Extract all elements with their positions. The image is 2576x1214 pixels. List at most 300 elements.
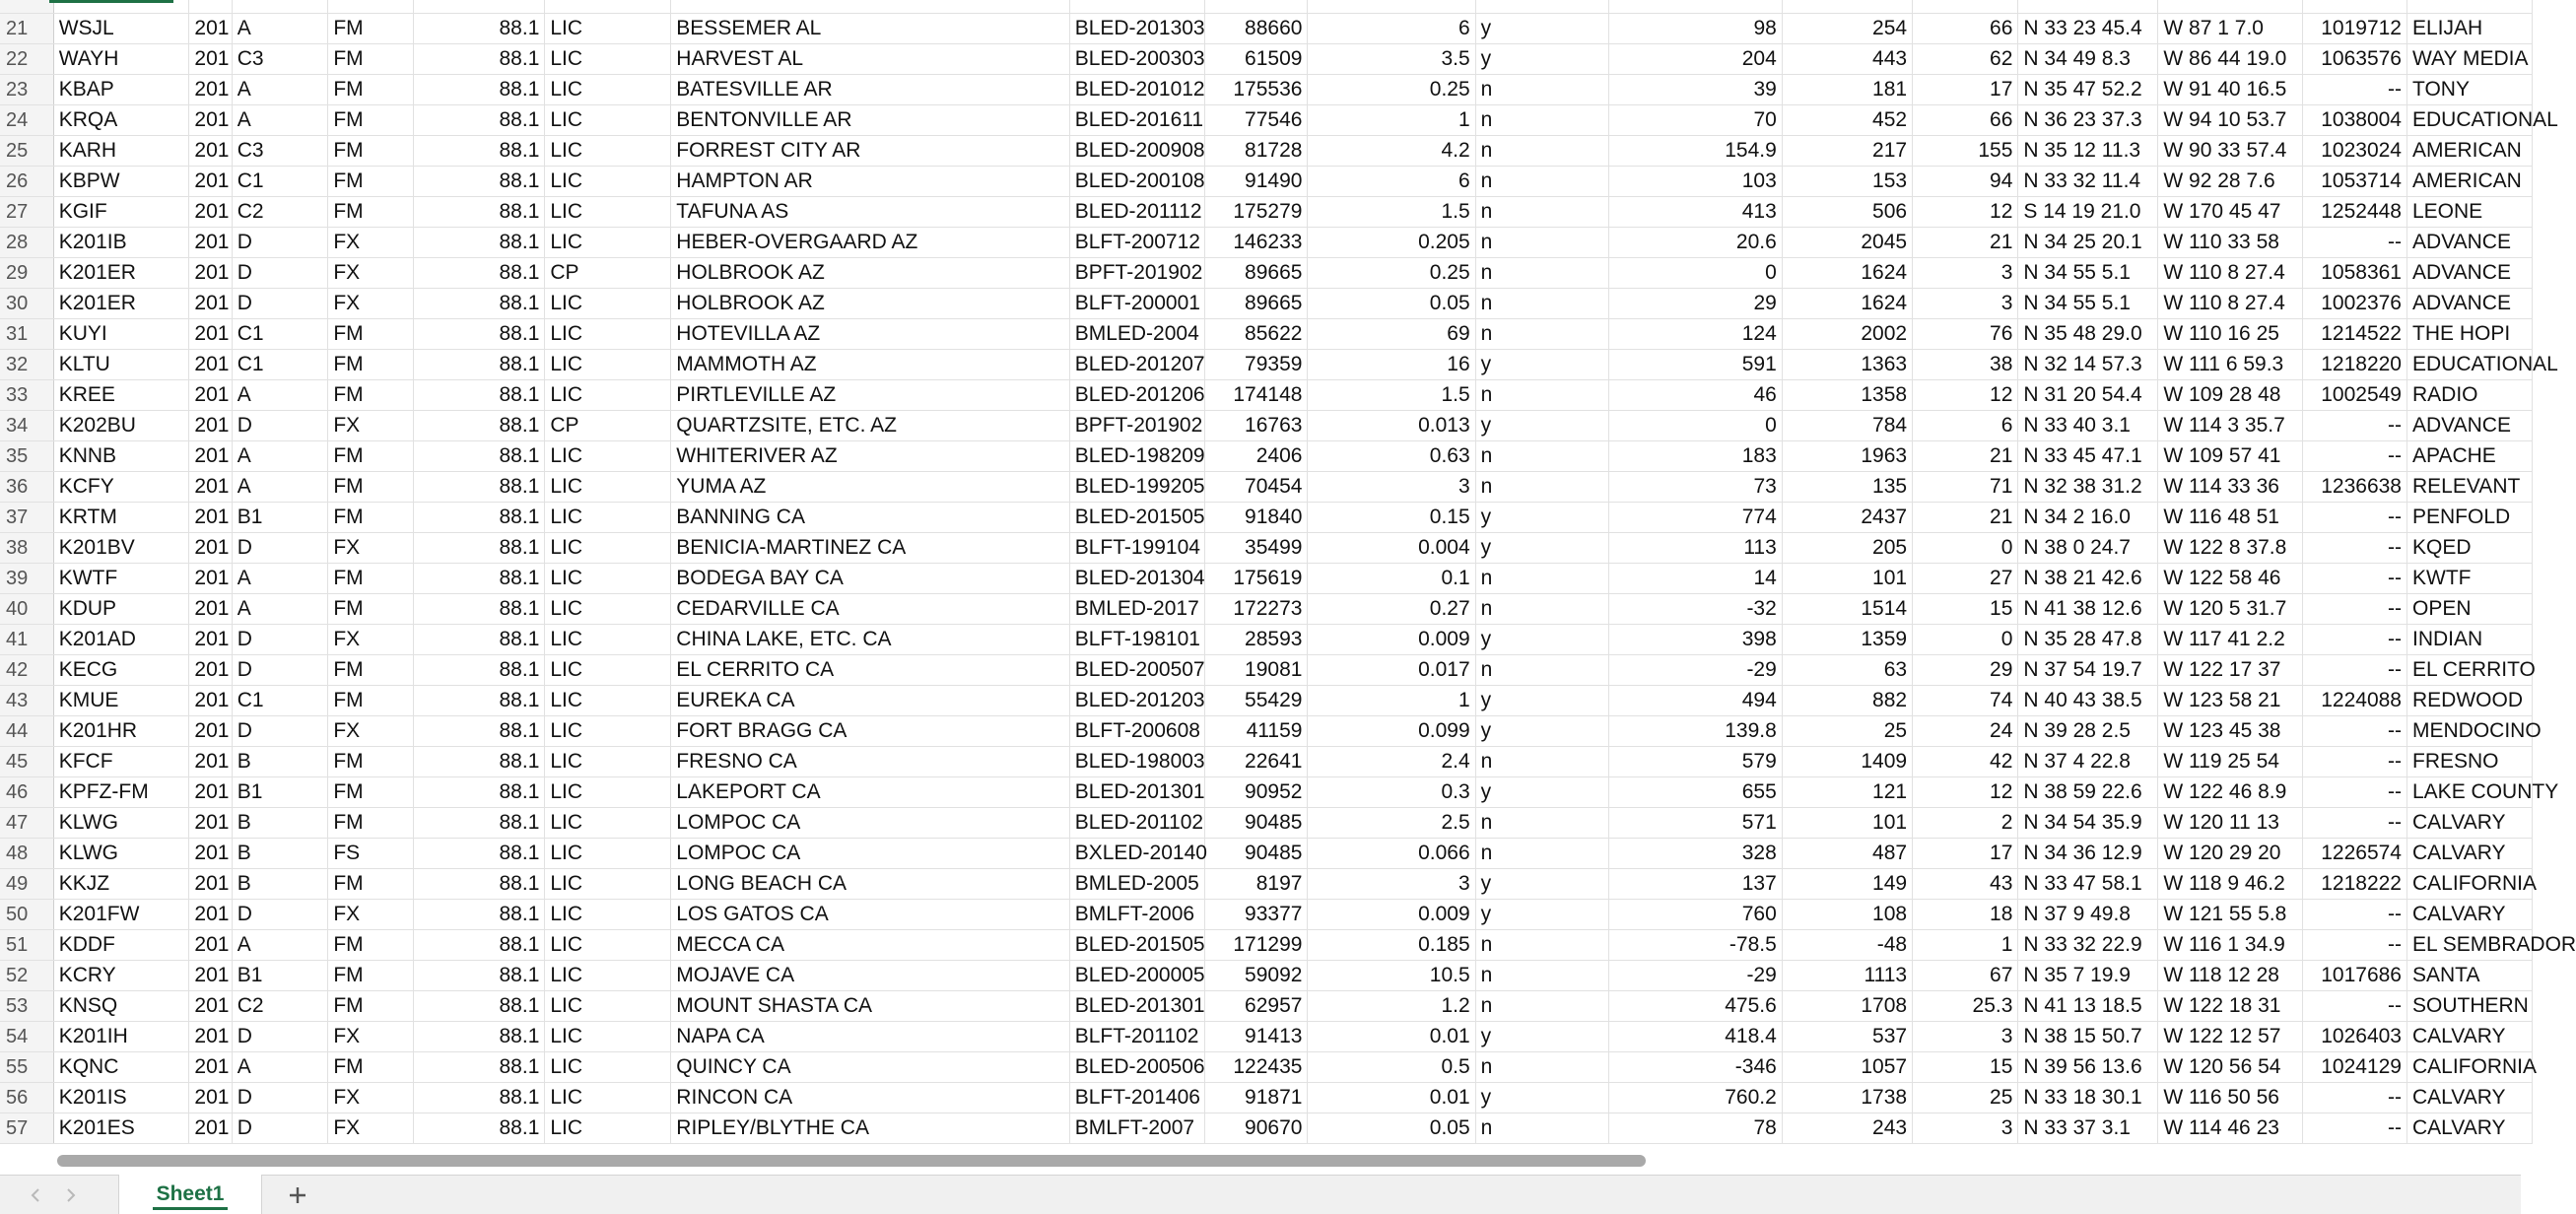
cell[interactable]: 201 (189, 1021, 232, 1051)
cell[interactable]: 201 (189, 807, 232, 838)
cell[interactable]: 201 (189, 74, 232, 104)
cell[interactable]: EL CERRITO (2407, 654, 2533, 685)
cell[interactable]: 88.1 (414, 1113, 545, 1143)
cell[interactable]: N 38 21 42.6 (2018, 563, 2158, 593)
cell[interactable]: 2406 (1205, 440, 1308, 471)
cell[interactable]: 201 (189, 746, 232, 776)
cell[interactable]: 579 (1609, 746, 1783, 776)
row-header[interactable]: 36 (0, 471, 53, 502)
cell[interactable]: SOUTHERN (2407, 990, 2533, 1021)
row-header[interactable]: 27 (0, 196, 53, 227)
cell[interactable]: N 31 20 54.4 (2018, 379, 2158, 410)
cell[interactable]: WSJL (53, 13, 189, 43)
cell[interactable]: BLED-201112 (1069, 196, 1205, 227)
cell[interactable]: 88.1 (414, 135, 545, 166)
cell[interactable]: PIRTLEVILLE AZ (671, 379, 1069, 410)
cell[interactable]: y (1475, 1082, 1609, 1113)
row-header[interactable]: 54 (0, 1021, 53, 1051)
cell[interactable]: N 33 23 45.4 (2018, 13, 2158, 43)
cell[interactable]: 1624 (1782, 257, 1912, 288)
cell[interactable]: 88.1 (414, 440, 545, 471)
cell[interactable]: 88.1 (414, 929, 545, 960)
cell[interactable]: 88.1 (414, 196, 545, 227)
cell[interactable]: FX (328, 227, 414, 257)
cell[interactable]: KRTM (53, 502, 189, 532)
cell[interactable]: ADVANCE (2407, 227, 2533, 257)
cell[interactable]: SANTA (2407, 960, 2533, 990)
cell[interactable]: n (1475, 960, 1609, 990)
cell[interactable]: AMERICAN (2407, 135, 2533, 166)
row-header[interactable]: 23 (0, 74, 53, 104)
cell[interactable]: LIC (545, 318, 671, 349)
cell[interactable]: 74 (1913, 685, 2018, 715)
cell[interactable]: n (1475, 288, 1609, 318)
cell[interactable]: -- (2302, 74, 2407, 104)
cell[interactable]: 171299 (1205, 929, 1308, 960)
cell[interactable]: K201BV (53, 532, 189, 563)
cell[interactable]: W 119 25 54 (2158, 746, 2302, 776)
cell[interactable]: LIC (545, 868, 671, 899)
row-header[interactable]: 25 (0, 135, 53, 166)
cell[interactable]: LIC (545, 1051, 671, 1082)
cell[interactable]: FM (328, 13, 414, 43)
cell[interactable]: y (1475, 899, 1609, 929)
cell[interactable]: LIC (545, 1021, 671, 1051)
cell[interactable]: K201ER (53, 288, 189, 318)
cell[interactable]: N 41 38 12.6 (2018, 593, 2158, 624)
cell[interactable]: 1053714 (2302, 166, 2407, 196)
cell[interactable]: BMLED-2017 (1069, 593, 1205, 624)
cell[interactable]: y (1475, 1021, 1609, 1051)
cell[interactable]: FM (328, 807, 414, 838)
cell[interactable]: 1363 (1782, 349, 1912, 379)
cell[interactable]: 27 (1913, 563, 2018, 593)
cell[interactable]: n (1475, 196, 1609, 227)
cell[interactable]: 88.1 (414, 990, 545, 1021)
cell[interactable]: FRESNO CA (671, 746, 1069, 776)
cell[interactable]: BLED-201611 (1069, 104, 1205, 135)
cell[interactable]: BODEGA BAY CA (671, 563, 1069, 593)
cell[interactable]: BMLED-2004 (1069, 318, 1205, 349)
cell[interactable]: 103 (1609, 166, 1783, 196)
cell[interactable]: 201 (189, 1051, 232, 1082)
cell[interactable]: BLFT-200001 (1069, 288, 1205, 318)
cell[interactable]: FX (328, 1021, 414, 1051)
cell[interactable]: TAFUNA AS (671, 196, 1069, 227)
cell[interactable]: FM (328, 349, 414, 379)
cell[interactable]: KBPW (53, 166, 189, 196)
cell[interactable]: 88.1 (414, 318, 545, 349)
cell[interactable]: 22641 (1205, 746, 1308, 776)
cell[interactable]: FM (328, 868, 414, 899)
cell[interactable]: 201 (189, 776, 232, 807)
cell[interactable]: 0.27 (1308, 593, 1475, 624)
cell[interactable]: 201 (189, 196, 232, 227)
cell[interactable]: 94 (1913, 166, 2018, 196)
cell[interactable]: W 94 10 53.7 (2158, 104, 2302, 135)
cell[interactable]: CALVARY (2407, 838, 2533, 868)
row-header[interactable]: 29 (0, 257, 53, 288)
cell[interactable]: KREE (53, 379, 189, 410)
cell[interactable]: D (232, 1113, 328, 1143)
cell[interactable]: CEDARVILLE CA (671, 593, 1069, 624)
cell[interactable]: 398 (1609, 624, 1783, 654)
cell[interactable]: C1 (232, 349, 328, 379)
cell[interactable]: B (232, 838, 328, 868)
cell[interactable]: MECCA CA (671, 929, 1069, 960)
cell[interactable]: KQED (2407, 532, 2533, 563)
cell[interactable]: S 14 19 21.0 (2018, 196, 2158, 227)
row-header[interactable]: 22 (0, 43, 53, 74)
cell[interactable]: 201 (189, 288, 232, 318)
cell[interactable]: 78 (1609, 1113, 1783, 1143)
cell[interactable]: YUMA AZ (671, 471, 1069, 502)
row-header[interactable]: 28 (0, 227, 53, 257)
cell[interactable]: y (1475, 43, 1609, 74)
cell[interactable]: 88.1 (414, 838, 545, 868)
cell[interactable]: N 34 2 16.0 (2018, 502, 2158, 532)
cell[interactable]: HOTEVILLA AZ (671, 318, 1069, 349)
cell[interactable]: 0.004 (1308, 532, 1475, 563)
cell[interactable]: 6 (1308, 13, 1475, 43)
cell[interactable]: K201ES (53, 1113, 189, 1143)
cell[interactable]: MENDOCINO (2407, 715, 2533, 746)
cell[interactable]: A (232, 104, 328, 135)
cell[interactable]: 98 (1609, 13, 1783, 43)
cell[interactable]: W 118 9 46.2 (2158, 868, 2302, 899)
cell[interactable]: 88.1 (414, 960, 545, 990)
cell[interactable]: FORT BRAGG CA (671, 715, 1069, 746)
cell[interactable]: C3 (232, 135, 328, 166)
cell[interactable]: N 33 32 11.4 (2018, 166, 2158, 196)
cell[interactable]: BLED-201203 (1069, 685, 1205, 715)
cell[interactable]: CALVARY (2407, 1021, 2533, 1051)
cell[interactable]: 1218220 (2302, 349, 2407, 379)
cell[interactable]: 882 (1782, 685, 1912, 715)
cell[interactable]: y (1475, 868, 1609, 899)
cell[interactable]: A (232, 593, 328, 624)
cell[interactable]: ELIJAH (2407, 13, 2533, 43)
cell[interactable]: 1 (1913, 929, 2018, 960)
cell[interactable]: 1738 (1782, 1082, 1912, 1113)
cell[interactable]: 201 (189, 166, 232, 196)
cell[interactable]: 1038004 (2302, 104, 2407, 135)
cell[interactable]: W 120 5 31.7 (2158, 593, 2302, 624)
cell[interactable]: 38 (1913, 349, 2018, 379)
cell[interactable]: BLFT-200608 (1069, 715, 1205, 746)
cell[interactable]: -29 (1609, 654, 1783, 685)
cell[interactable]: 12 (1913, 379, 2018, 410)
cell[interactable]: 0.017 (1308, 654, 1475, 685)
cell[interactable]: CHINA LAKE, ETC. CA (671, 624, 1069, 654)
cell[interactable]: LIC (545, 624, 671, 654)
row-header[interactable]: 45 (0, 746, 53, 776)
cell[interactable]: KDDF (53, 929, 189, 960)
cell[interactable]: n (1475, 257, 1609, 288)
row-header[interactable]: 35 (0, 440, 53, 471)
cell[interactable]: 146233 (1205, 227, 1308, 257)
row-header[interactable]: 49 (0, 868, 53, 899)
cell[interactable]: 0.05 (1308, 288, 1475, 318)
cell[interactable]: -32 (1609, 593, 1783, 624)
cell[interactable]: 42 (1913, 746, 2018, 776)
cell[interactable]: BLED-201301 (1069, 776, 1205, 807)
cell[interactable]: 88.1 (414, 746, 545, 776)
cell[interactable]: N 41 13 18.5 (2018, 990, 2158, 1021)
cell[interactable]: 201 (189, 471, 232, 502)
row-header[interactable]: 38 (0, 532, 53, 563)
cell[interactable]: 2.5 (1308, 807, 1475, 838)
cell[interactable]: BANNING CA (671, 502, 1069, 532)
cell[interactable]: LOMPOC CA (671, 838, 1069, 868)
cell[interactable]: D (232, 288, 328, 318)
cell[interactable]: FM (328, 776, 414, 807)
cell[interactable]: HOLBROOK AZ (671, 257, 1069, 288)
cell[interactable]: RIPLEY/BLYTHE CA (671, 1113, 1069, 1143)
cell[interactable]: BLED-201505 (1069, 502, 1205, 532)
cell[interactable]: -346 (1609, 1051, 1783, 1082)
cell[interactable]: N 35 7 19.9 (2018, 960, 2158, 990)
cell[interactable]: ADVANCE (2407, 257, 2533, 288)
cell[interactable]: W 122 12 57 (2158, 1021, 2302, 1051)
cell[interactable]: KCRY (53, 960, 189, 990)
cell[interactable]: W 110 33 58 (2158, 227, 2302, 257)
cell[interactable]: W 114 3 35.7 (2158, 410, 2302, 440)
cell[interactable]: y (1475, 410, 1609, 440)
cell[interactable]: LIC (545, 440, 671, 471)
row-header[interactable]: 26 (0, 166, 53, 196)
horizontal-scrollbar[interactable] (57, 1155, 1646, 1167)
cell[interactable]: QUARTZSITE, ETC. AZ (671, 410, 1069, 440)
cell[interactable]: 1002549 (2302, 379, 2407, 410)
cell[interactable]: 91871 (1205, 1082, 1308, 1113)
cell[interactable]: 10.5 (1308, 960, 1475, 990)
chevron-left-icon[interactable] (24, 1183, 47, 1207)
cell[interactable]: 1.5 (1308, 196, 1475, 227)
cell[interactable]: n (1475, 166, 1609, 196)
cell[interactable]: 1708 (1782, 990, 1912, 1021)
cell[interactable]: 101 (1782, 807, 1912, 838)
cell[interactable]: 89665 (1205, 288, 1308, 318)
cell[interactable]: BLED-199205 (1069, 471, 1205, 502)
cell[interactable]: 88.1 (414, 1051, 545, 1082)
cell[interactable]: LAKE COUNTY (2407, 776, 2533, 807)
cell[interactable]: N 33 32 22.9 (2018, 929, 2158, 960)
cell[interactable]: 17 (1913, 838, 2018, 868)
cell[interactable]: N 33 18 30.1 (2018, 1082, 2158, 1113)
cell[interactable]: 21 (1913, 440, 2018, 471)
cell[interactable]: W 123 58 21 (2158, 685, 2302, 715)
cell[interactable]: ADVANCE (2407, 410, 2533, 440)
cell[interactable]: 0.1 (1308, 563, 1475, 593)
cell[interactable]: KMUE (53, 685, 189, 715)
cell[interactable]: 201 (189, 349, 232, 379)
add-sheet-button[interactable] (284, 1181, 311, 1209)
cell[interactable]: -- (2302, 746, 2407, 776)
cell[interactable]: y (1475, 349, 1609, 379)
cell[interactable]: 1358 (1782, 379, 1912, 410)
cell[interactable]: y (1475, 685, 1609, 715)
cell[interactable]: 88.1 (414, 1021, 545, 1051)
cell[interactable]: N 37 4 22.8 (2018, 746, 2158, 776)
cell[interactable]: y (1475, 13, 1609, 43)
cell[interactable]: y (1475, 776, 1609, 807)
row-header[interactable]: 31 (0, 318, 53, 349)
cell[interactable]: -- (2302, 1082, 2407, 1113)
cell[interactable]: LIC (545, 166, 671, 196)
row-header[interactable]: 24 (0, 104, 53, 135)
cell[interactable]: 452 (1782, 104, 1912, 135)
cell[interactable]: 124 (1609, 318, 1783, 349)
cell[interactable]: KRQA (53, 104, 189, 135)
cell[interactable]: 25 (1782, 715, 1912, 746)
cell[interactable]: RADIO (2407, 379, 2533, 410)
cell[interactable]: 77546 (1205, 104, 1308, 135)
cell[interactable]: 91490 (1205, 166, 1308, 196)
cell[interactable]: 41159 (1205, 715, 1308, 746)
cell[interactable]: n (1475, 654, 1609, 685)
cell[interactable]: 1 (1308, 685, 1475, 715)
cell[interactable]: W 117 41 2.2 (2158, 624, 2302, 654)
cell[interactable]: 88.1 (414, 227, 545, 257)
row-header[interactable]: 34 (0, 410, 53, 440)
cell[interactable]: BLED-200108 (1069, 166, 1205, 196)
cell[interactable]: n (1475, 471, 1609, 502)
row-header[interactable]: 57 (0, 1113, 53, 1143)
cell[interactable]: 88.1 (414, 868, 545, 899)
cell[interactable]: LIC (545, 838, 671, 868)
row-header[interactable]: 33 (0, 379, 53, 410)
cell[interactable]: LIC (545, 227, 671, 257)
cell[interactable]: y (1475, 624, 1609, 654)
cell[interactable]: D (232, 624, 328, 654)
cell[interactable]: 591 (1609, 349, 1783, 379)
row-header[interactable]: 56 (0, 1082, 53, 1113)
cell[interactable]: CP (545, 257, 671, 288)
cell[interactable]: CALIFORNIA (2407, 1051, 2533, 1082)
cell[interactable]: 1236638 (2302, 471, 2407, 502)
cell[interactable]: 62957 (1205, 990, 1308, 1021)
cell[interactable]: BLED-201102 (1069, 807, 1205, 838)
cell[interactable]: D (232, 532, 328, 563)
cell[interactable]: 88.1 (414, 1082, 545, 1113)
cell[interactable]: AMERICAN (2407, 166, 2533, 196)
cell[interactable]: -- (2302, 410, 2407, 440)
cell[interactable]: 90670 (1205, 1113, 1308, 1143)
cell[interactable]: N 39 28 2.5 (2018, 715, 2158, 746)
cell[interactable]: 201 (189, 654, 232, 685)
cell[interactable]: 475.6 (1609, 990, 1783, 1021)
cell[interactable]: BLED-201304 (1069, 563, 1205, 593)
cell[interactable]: 183 (1609, 440, 1783, 471)
row-header[interactable]: 42 (0, 654, 53, 685)
cell[interactable]: 19081 (1205, 654, 1308, 685)
cell[interactable]: A (232, 13, 328, 43)
cell[interactable]: LIC (545, 349, 671, 379)
cell[interactable]: y (1475, 715, 1609, 746)
cell[interactable]: W 109 28 48 (2158, 379, 2302, 410)
cell[interactable]: APACHE (2407, 440, 2533, 471)
cell[interactable]: 1057 (1782, 1051, 1912, 1082)
cell[interactable]: 1224088 (2302, 685, 2407, 715)
cell[interactable]: HOLBROOK AZ (671, 288, 1069, 318)
cell[interactable]: N 34 55 5.1 (2018, 257, 2158, 288)
cell[interactable]: 6 (1308, 166, 1475, 196)
cell[interactable]: BENTONVILLE AR (671, 104, 1069, 135)
cell[interactable]: W 109 57 41 (2158, 440, 2302, 471)
cell[interactable]: 0.013 (1308, 410, 1475, 440)
cell[interactable]: -- (2302, 654, 2407, 685)
cell[interactable]: KLWG (53, 807, 189, 838)
cell[interactable]: N 34 36 12.9 (2018, 838, 2158, 868)
cell[interactable]: 201 (189, 379, 232, 410)
cell[interactable]: KUYI (53, 318, 189, 349)
cell[interactable]: 1514 (1782, 593, 1912, 624)
cell[interactable]: -- (2302, 715, 2407, 746)
cell[interactable]: 172273 (1205, 593, 1308, 624)
cell[interactable]: D (232, 654, 328, 685)
cell[interactable]: B1 (232, 502, 328, 532)
cell[interactable]: 0.009 (1308, 624, 1475, 654)
cell[interactable]: 201 (189, 624, 232, 654)
cell[interactable]: 1.5 (1308, 379, 1475, 410)
row-header[interactable]: 51 (0, 929, 53, 960)
cell[interactable]: 217 (1782, 135, 1912, 166)
cell[interactable]: 135 (1782, 471, 1912, 502)
cell[interactable]: 88.1 (414, 379, 545, 410)
cell[interactable]: N 38 0 24.7 (2018, 532, 2158, 563)
cell[interactable]: D (232, 257, 328, 288)
cell[interactable]: W 110 16 25 (2158, 318, 2302, 349)
cell[interactable]: 0 (1913, 532, 2018, 563)
cell[interactable]: N 34 25 20.1 (2018, 227, 2158, 257)
cell[interactable]: N 35 28 47.8 (2018, 624, 2158, 654)
cell[interactable]: n (1475, 838, 1609, 868)
cell[interactable]: 24 (1913, 715, 2018, 746)
cell[interactable]: 61509 (1205, 43, 1308, 74)
cell[interactable]: LIC (545, 960, 671, 990)
cell[interactable]: LIC (545, 196, 671, 227)
row-header[interactable]: 50 (0, 899, 53, 929)
cell[interactable]: n (1475, 318, 1609, 349)
cell[interactable]: BLED-200303 (1069, 43, 1205, 74)
cell[interactable]: LIC (545, 1082, 671, 1113)
cell[interactable]: NAPA CA (671, 1021, 1069, 1051)
cell[interactable]: 88.1 (414, 685, 545, 715)
cell[interactable]: 254 (1782, 13, 1912, 43)
cell[interactable]: BLED-198003 (1069, 746, 1205, 776)
cell[interactable]: LIC (545, 776, 671, 807)
cell[interactable]: N 35 48 29.0 (2018, 318, 2158, 349)
cell[interactable]: A (232, 440, 328, 471)
cell[interactable]: 76 (1913, 318, 2018, 349)
cell[interactable]: A (232, 929, 328, 960)
cell[interactable]: ADVANCE (2407, 288, 2533, 318)
cell[interactable]: LIC (545, 135, 671, 166)
cell[interactable]: 1026403 (2302, 1021, 2407, 1051)
cell[interactable]: KKJZ (53, 868, 189, 899)
cell[interactable]: 88.1 (414, 532, 545, 563)
cell[interactable]: 66 (1913, 13, 2018, 43)
cell[interactable]: FM (328, 502, 414, 532)
cell[interactable]: N 34 55 5.1 (2018, 288, 2158, 318)
cell[interactable]: BENICIA-MARTINEZ CA (671, 532, 1069, 563)
cell[interactable]: W 110 8 27.4 (2158, 257, 2302, 288)
cell[interactable]: N 40 43 38.5 (2018, 685, 2158, 715)
cell[interactable]: 0.185 (1308, 929, 1475, 960)
cell[interactable]: 12 (1913, 196, 2018, 227)
cell[interactable]: W 122 46 8.9 (2158, 776, 2302, 807)
